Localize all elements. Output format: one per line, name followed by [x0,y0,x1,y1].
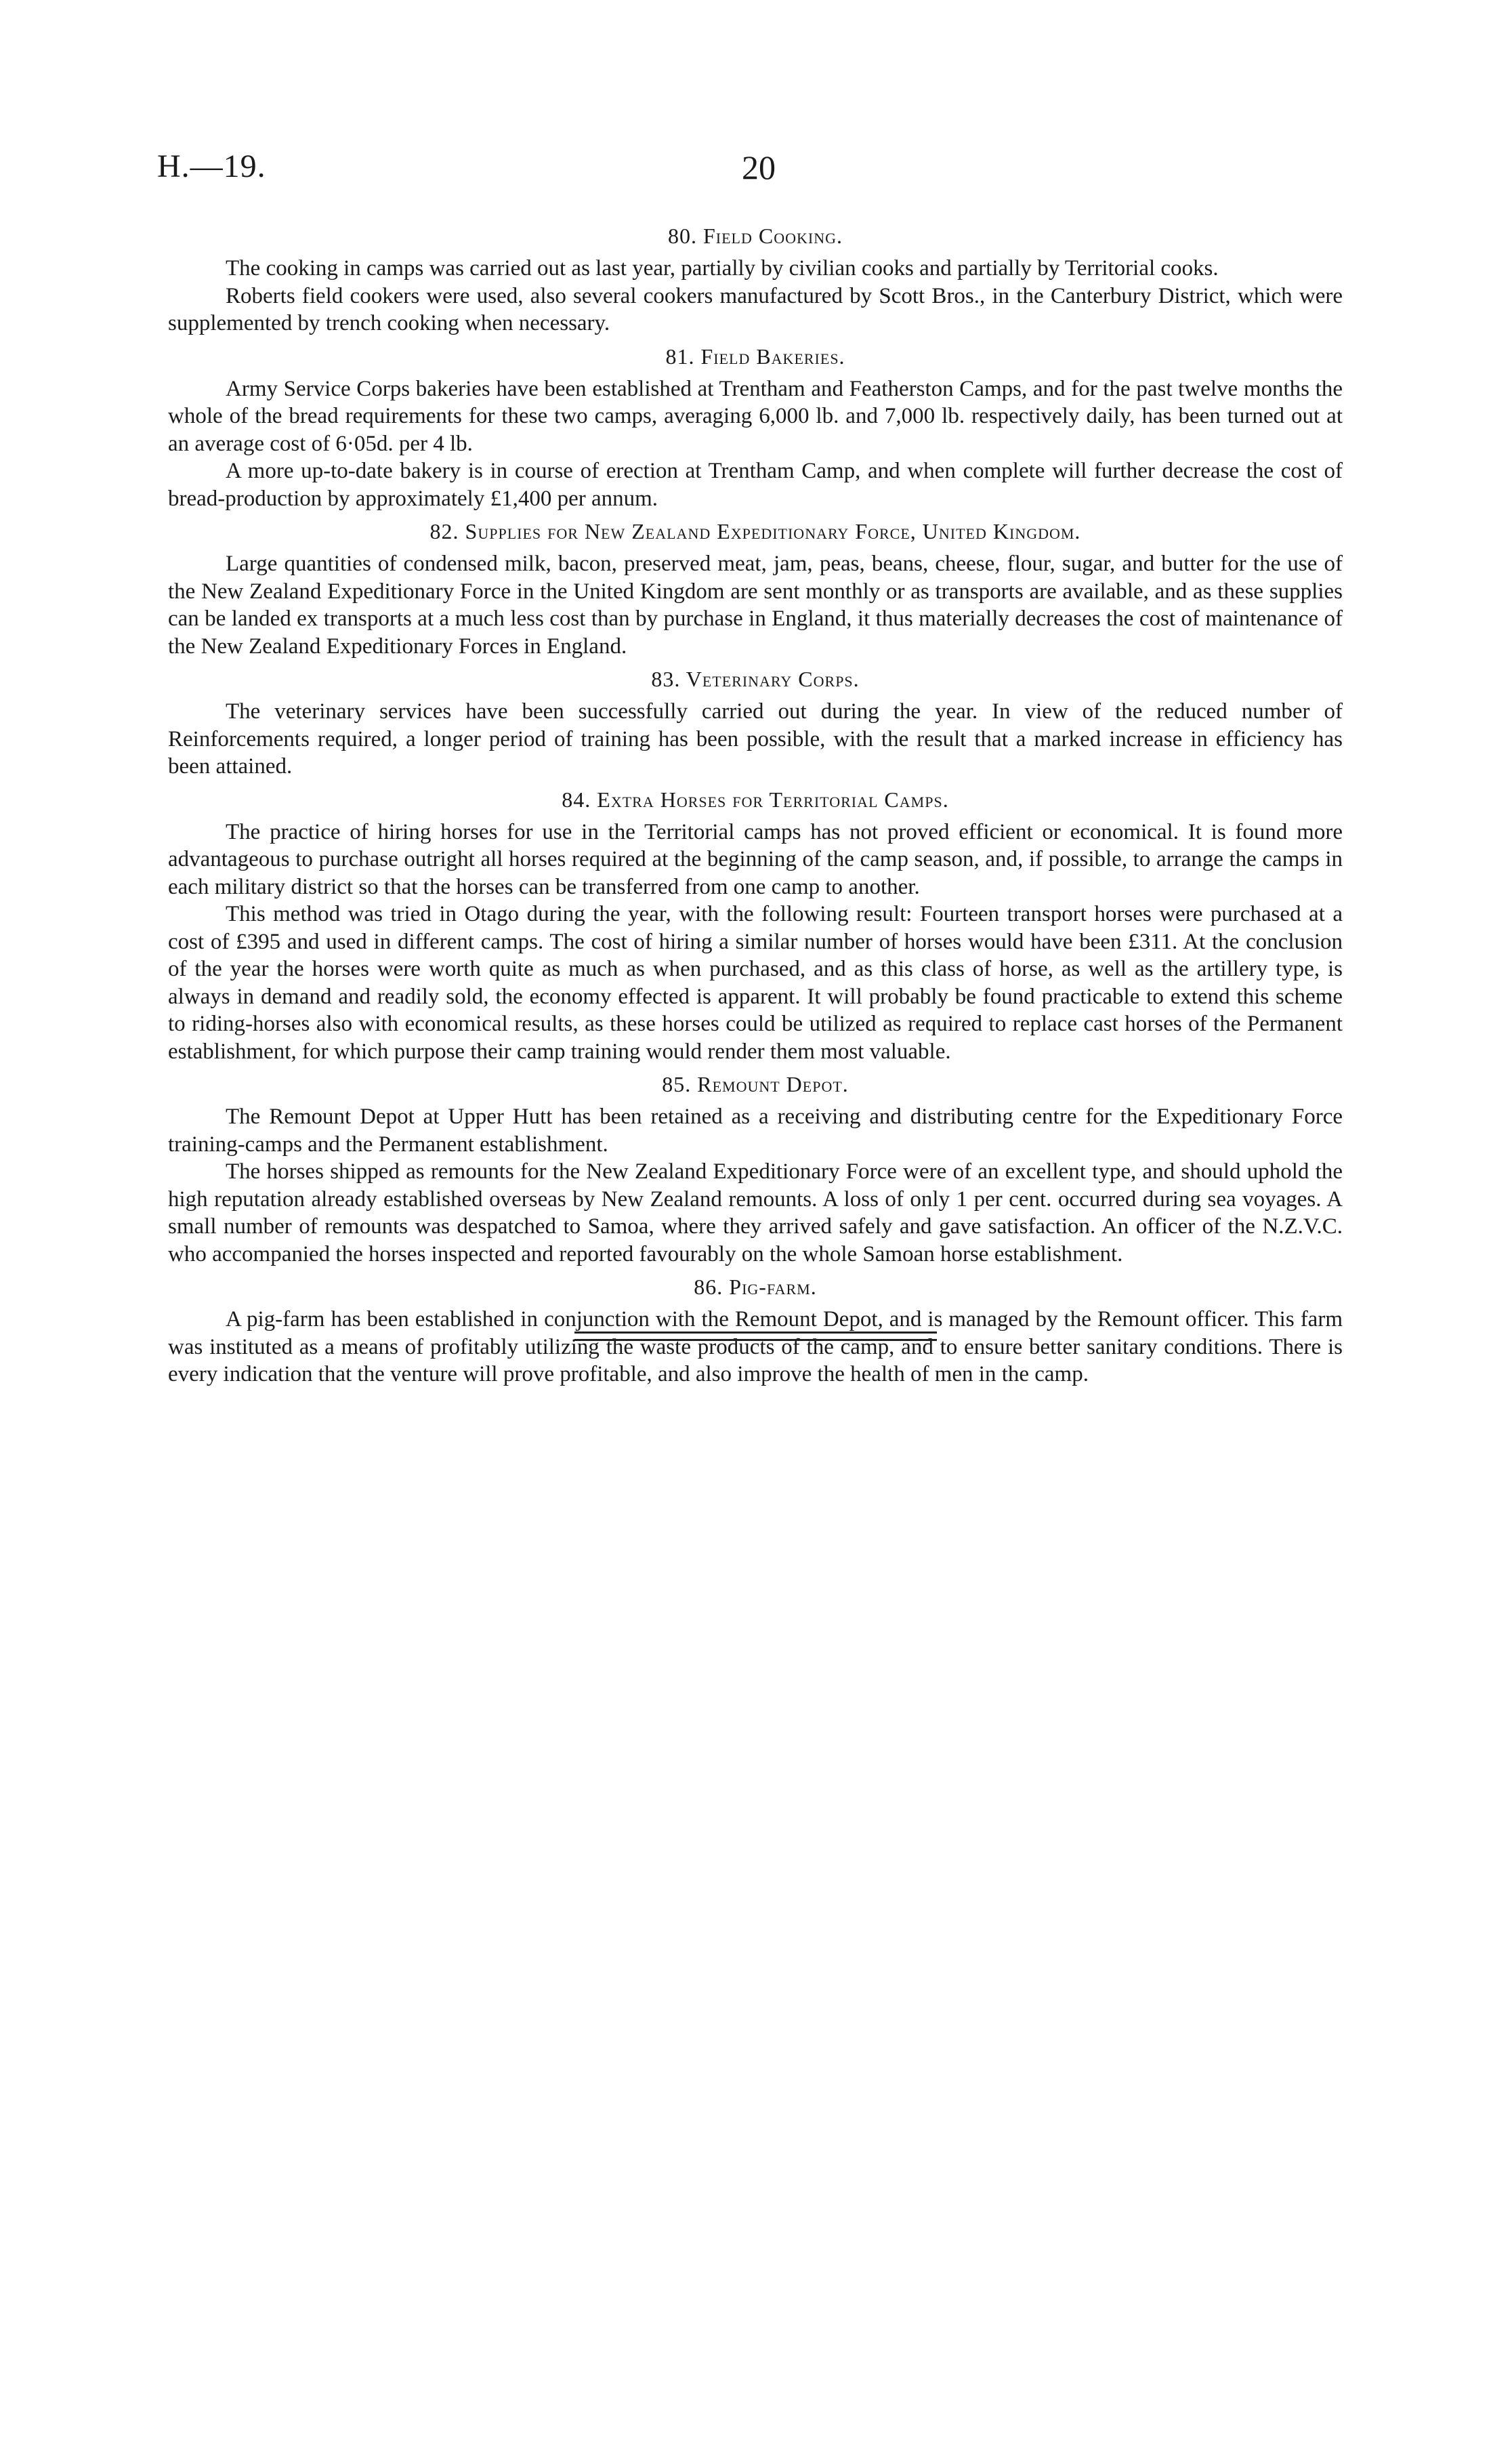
section-85 [168,1065,1343,1268]
paragraph: The veterinary services have been successfully carried out during the year. In view of the reduced number of Reinforcements required, a longer period of training has been possible, with the result that a marked increase in efficiency has been attained. [168,699,1343,779]
section-86 [168,1268,1343,1388]
section-title: 82. Supplies for New Zealand Expeditionary Force, United Kingdom. [429,519,1081,543]
document-reference: H.—19. [157,148,266,184]
section-82 [168,512,1343,660]
paragraph: The practice of hiring horses for use in the Territorial camps has not proved efficient or economical. It is found more advantageous to purchase outright all horses required at the beginning of the camp season, and, if possible, to arrange the camps in each military district so that the horses can be transferred from one camp to another. [168,819,1343,899]
section-84 [168,781,1343,1066]
section-80 [168,217,1343,337]
section-title: 84. Extra Horses for Territorial Camps. [562,787,949,812]
paragraph: The cooking in camps was carried out as last year, partially by civilian cooks and partially by Territorial cooks. [226,256,1219,281]
document-body [168,217,1343,1388]
paragraph: This method was tried in Otago during the year, with the following result: Fourteen transport horses were purchased at a cost of £395 and used in different camps. The cost of hiring a similar number of horses would have been £311. At the conclusion of the year the horses were worth quite as much as when purchased, and as this class of horse, as well as the artillery type, is always in demand and readily sold, the economy effected is apparent. It will probably be found practicable to extend this scheme to riding-horses also with economical results, as these horses could be utilized as required to replace cast horses of the Permanent establishment, for which purpose their camp training would render them most valuable. [168,902,1343,1064]
section-title: 86. Pig-farm. [694,1275,817,1299]
section-81 [168,337,1343,513]
section-83 [168,660,1343,781]
section-title: 80. Field Cooking. [668,224,843,248]
paragraph: A pig-farm has been established in conjunction with the Remount Depot, and is managed by the Remount officer. This farm was instituted as a means of profitably utilizing the waste products of the camp, and to ensure better sanitary conditions. There is every indication that the venture will prove profitable, and also improve the health of men in the camp. [168,1307,1343,1386]
paragraph: A more up-to-date bakery is in course of erection at Trentham Camp, and when complete will further decrease the cost of bread-production by approximately £1,400 per annum. [168,459,1343,511]
section-title: 83. Veterinary Corps. [651,667,860,691]
end-of-section-rule [574,1331,937,1341]
paragraph: The horses shipped as remounts for the New Zealand Expeditionary Force were of an excellent type, and should uphold the high reputation already established overseas by New Zealand remounts. A loss of only 1 per cent. occurred during sea voyages. A small number of remounts was despatched to Samoa, where they arrived safely and gave satisfaction. An officer of the N.Z.V.C. who accompanied the horses inspected and reported favourably on the whole Samoan horse establishment. [168,1159,1343,1266]
section-title: 85. Remount Depot. [662,1072,849,1096]
paragraph: Army Service Corps bakeries have been established at Trentham and Featherston Camps, and for the past twelve months the whole of the bread requirements for these two camps, averaging 6,000 lb. and 7,000 lb. respectively daily, has been turned out at an average cost of 6·05d. per 4 lb. [168,376,1343,456]
paragraph: Large quantities of condensed milk, bacon, preserved meat, jam, peas, beans, cheese, flour, sugar, and butter for the use of the New Zealand Expeditionary Force in the United Kingdom are sent monthly or as transports are available, and as these supplies can be landed ex transports at a much less cost than by purchase in England, it thus materially decreases the cost of maintenance of the New Zealand Expeditionary Forces in England. [168,552,1343,659]
section-title: 81. Field Bakeries. [665,344,845,369]
paragraph: Roberts field cookers were used, also several cookers manufactured by Scott Bros., in the Canterbury District, which were supplemented by trench cooking when necessary. [168,283,1343,335]
paragraph: The Remount Depot at Upper Hutt has been retained as a receiving and distributing centre for the Expeditionary Force training-camps and the Permanent establishment. [168,1104,1343,1157]
page-number: 20 [742,148,776,186]
